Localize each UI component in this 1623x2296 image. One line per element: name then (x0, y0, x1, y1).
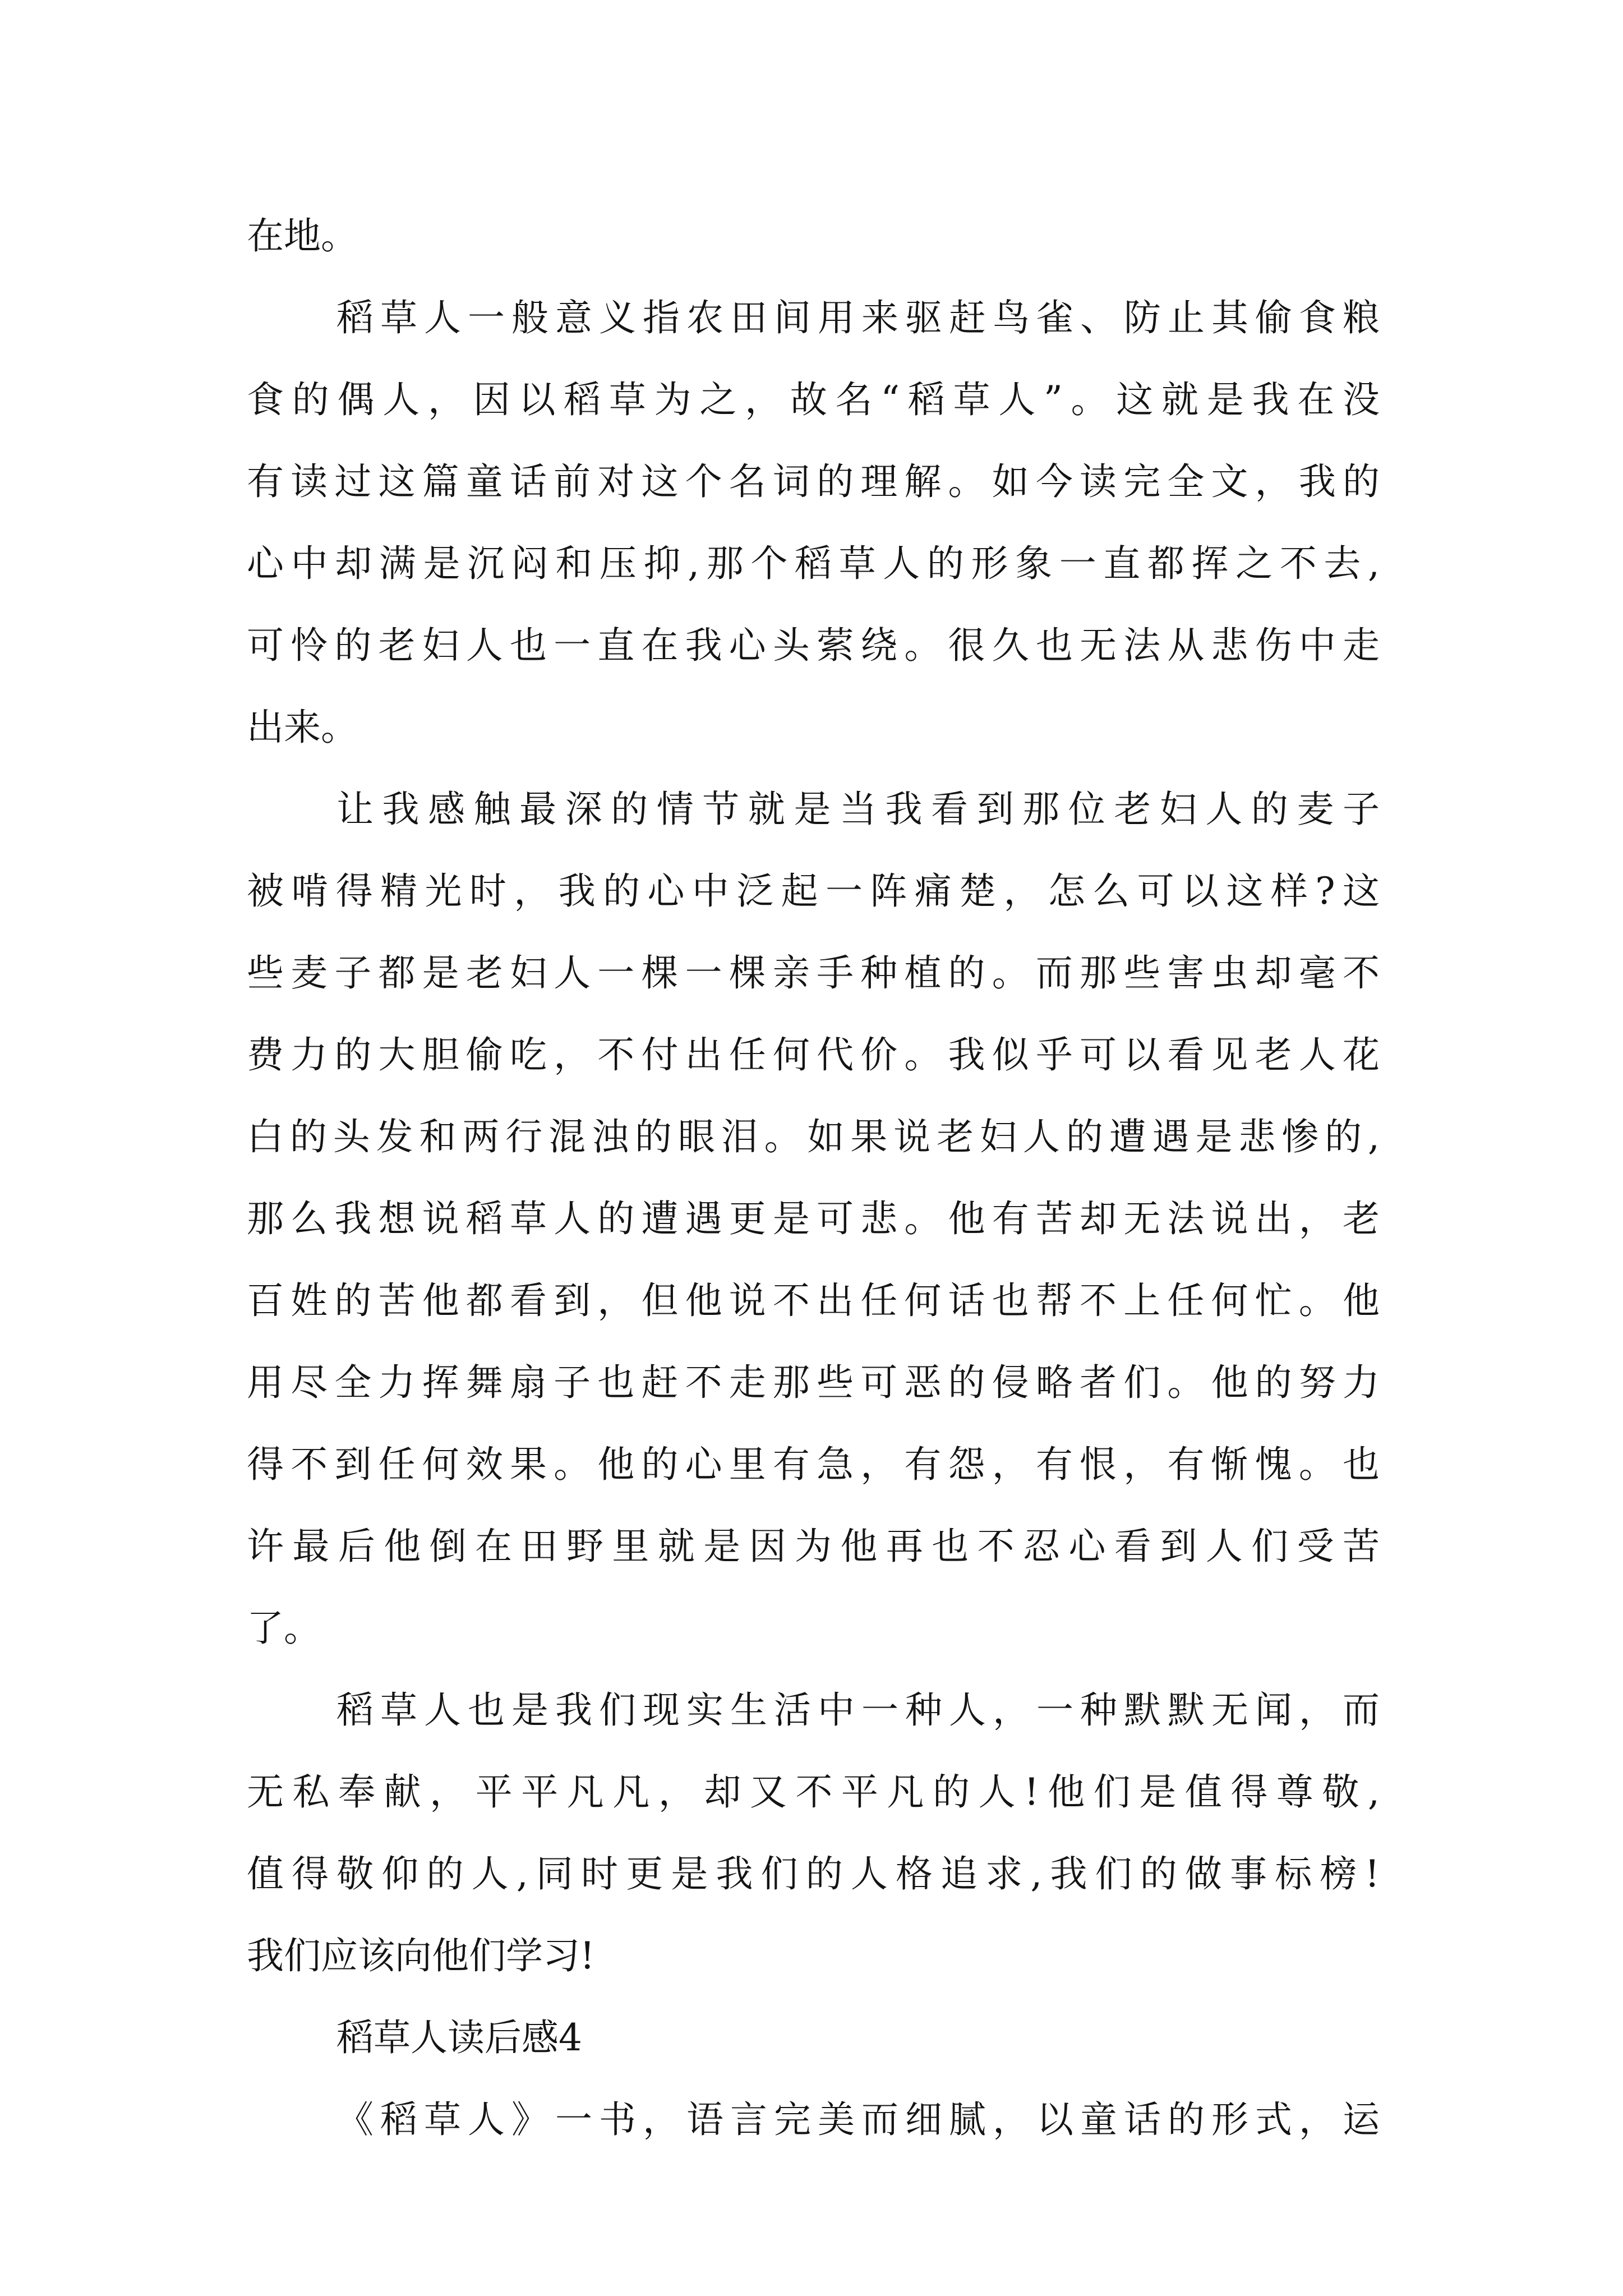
text-line: 些麦子都是老妇人一棵一棵亲手种植的。而那些害虫却毫不 (247, 951, 1380, 995)
text-line: 费力的大胆偷吃，不付出任何代价。我似乎可以看见老人花 (247, 1033, 1380, 1076)
paragraph-first-line: 稻草人也是我们现实生活中一种人，一种默默无闻，而 (336, 1688, 1380, 1732)
text-line: 有读过这篇童话前对这个名词的理解。如今读完全文，我的 (247, 460, 1380, 503)
section-heading: 稻草人读后感4 (336, 2016, 582, 2059)
text-line: 食的偶人，因以稻草为之，故名“稻草人”。这就是我在没 (247, 378, 1380, 421)
text-line: 用尽全力挥舞扇子也赶不走那些可恶的侵略者们。他的努力 (247, 1361, 1380, 1404)
text-line: 被啃得精光时，我的心中泛起一阵痛楚，怎么可以这样?这 (247, 869, 1380, 913)
paragraph-first-line: 《稻草人》一书，语言完美而细腻，以童话的形式，运 (336, 2098, 1380, 2141)
text-line: 心中却满是沉闷和压抑,那个稻草人的形象一直都挥之不去, (247, 542, 1380, 585)
paragraph-first-line: 让我感触最深的情节就是当我看到那位老妇人的麦子 (336, 788, 1380, 831)
paragraph-first-line: 稻草人一般意义指农田间用来驱赶鸟雀、防止其偷食粮 (336, 296, 1380, 339)
text-line: 出来。 (247, 706, 358, 749)
text-line: 无私奉献，平平凡凡，却又不平凡的人!他们是值得尊敬, (247, 1770, 1380, 1814)
text-line: 在地。 (247, 214, 358, 257)
text-line: 百姓的苦他都看到，但他说不出任何话也帮不上任何忙。他 (247, 1279, 1380, 1322)
text-line: 得不到任何效果。他的心里有急，有怨，有恨，有惭愧。也 (247, 1443, 1380, 1486)
text-line: 许最后他倒在田野里就是因为他再也不忍心看到人们受苦 (247, 1525, 1380, 1568)
text-line: 值得敬仰的人,同时更是我们的人格追求,我们的做事标榜! (247, 1852, 1380, 1895)
text-line: 那么我想说稻草人的遭遇更是可悲。他有苦却无法说出，老 (247, 1197, 1380, 1240)
text-line: 白的头发和两行混浊的眼泪。如果说老妇人的遭遇是悲惨的, (247, 1115, 1380, 1158)
text-line: 可怜的老妇人也一直在我心头萦绕。很久也无法从悲伤中走 (247, 624, 1380, 667)
text-line: 我们应该向他们学习! (247, 1934, 595, 1977)
text-line: 了。 (247, 1607, 321, 1650)
